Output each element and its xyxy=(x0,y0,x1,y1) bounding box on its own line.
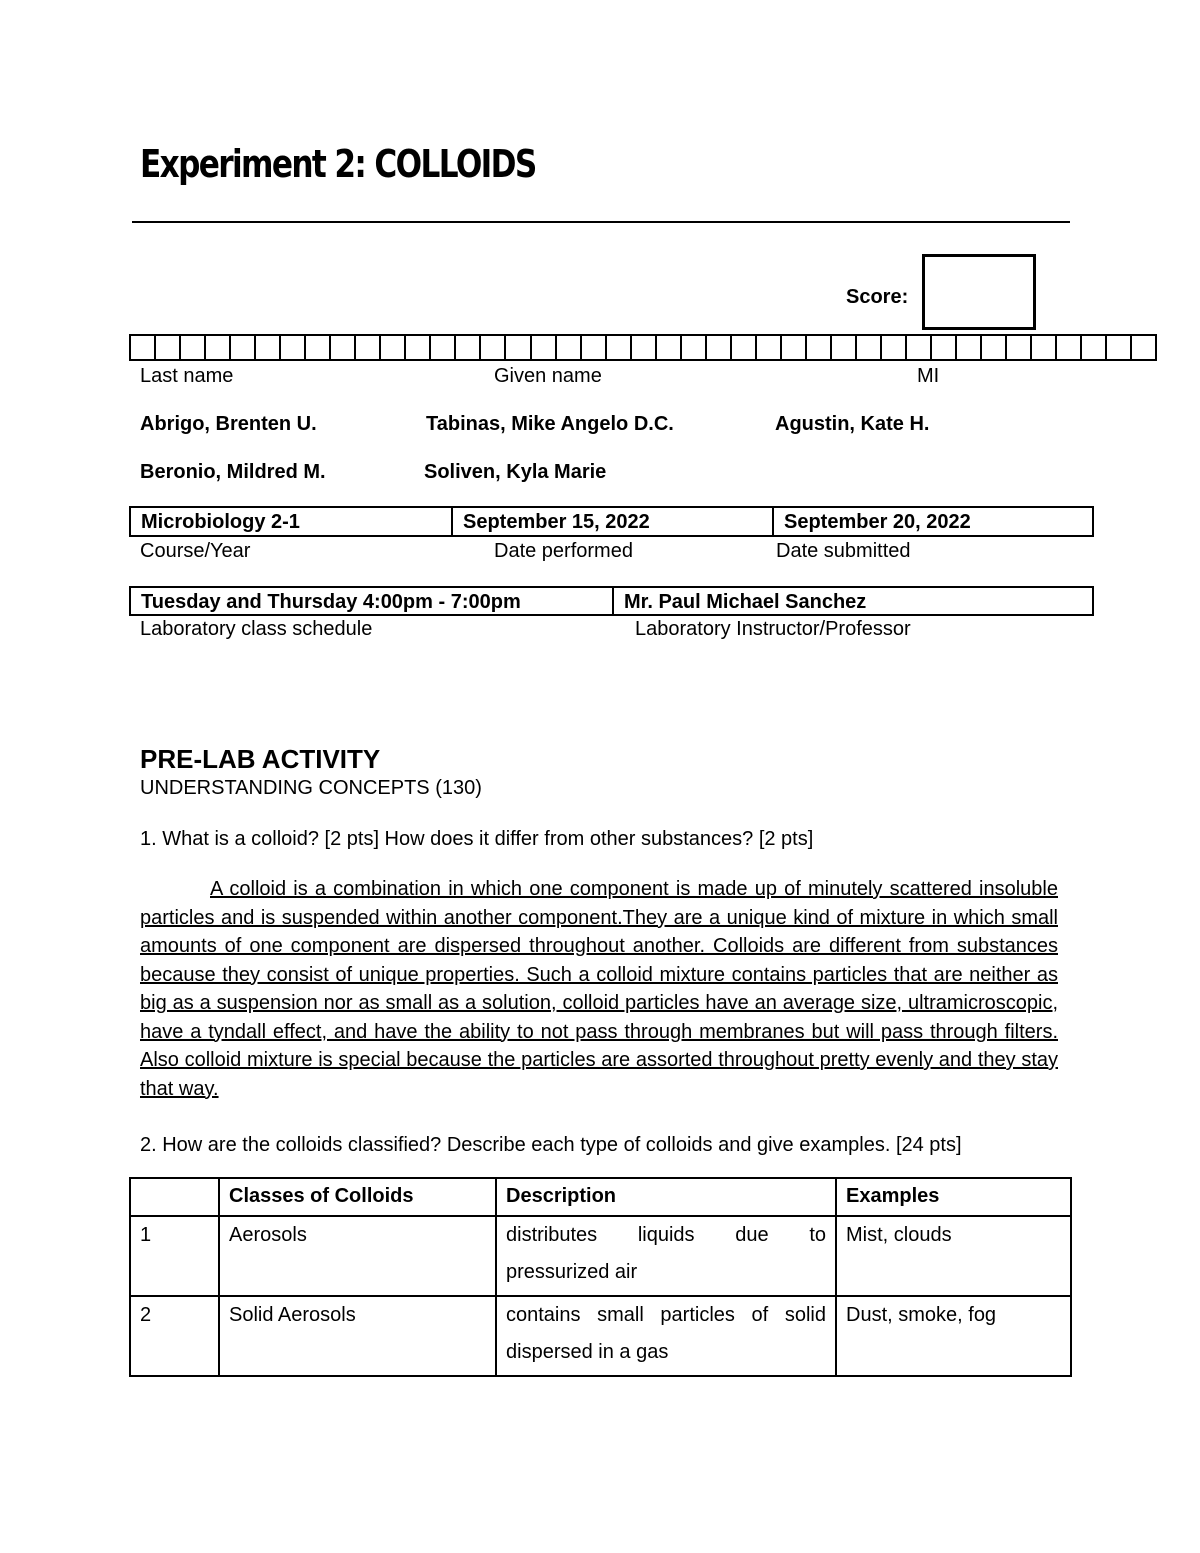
letter-box xyxy=(832,336,857,359)
letter-box xyxy=(456,336,481,359)
colloid-examples: Dust, smoke, fog xyxy=(836,1296,1071,1376)
letter-box xyxy=(431,336,456,359)
date-submitted-label: Date submitted xyxy=(776,540,911,562)
score-box xyxy=(922,254,1036,330)
colloid-description: contains small particles of solid dispersed in a gas xyxy=(496,1296,836,1376)
date-performed-value: September 15, 2022 xyxy=(453,508,774,535)
title-divider xyxy=(132,221,1070,223)
letter-box xyxy=(557,336,582,359)
letter-box xyxy=(607,336,632,359)
letter-box xyxy=(932,336,957,359)
colloid-description: distributes liquids due to pressurized air xyxy=(496,1216,836,1296)
question-2: 2. How are the colloids classified? Describe each type of colloids and give examples. [24 pts] xyxy=(140,1134,962,1156)
name-letter-boxes xyxy=(129,334,1157,361)
letter-box xyxy=(1007,336,1032,359)
date-performed-label: Date performed xyxy=(494,540,633,562)
letter-box xyxy=(356,336,381,359)
colloid-examples: Mist, clouds xyxy=(836,1216,1071,1296)
colloid-class: Solid Aerosols xyxy=(219,1296,496,1376)
letter-box xyxy=(782,336,807,359)
letter-box xyxy=(532,336,557,359)
letter-box xyxy=(732,336,757,359)
row-number: 1 xyxy=(130,1216,219,1296)
member-name: Abrigo, Brenten U. xyxy=(140,413,317,435)
answer-1: A colloid is a combination in which one component is made up of minutely scattered insoluble particles and is suspended within another component.They are a unique kind of mixture in which small amounts of one component are dispersed throughout another. Colloids are different from substances because they consist of unique properties. Such a colloid mixture contains particles that are neither as big as a suspension nor as small as a solution, colloid particles have an average size, ultramicroscopic, have a tyndall effect, and have the ability to not pass through membranes but will pass through filters. Also colloid mixture is special because the particles are assorted throughout pretty evenly and they stay that way. xyxy=(140,878,1058,1100)
letter-box xyxy=(1057,336,1082,359)
table-header-cell: Classes of Colloids xyxy=(219,1178,496,1216)
instructor-value: Mr. Paul Michael Sanchez xyxy=(624,591,867,613)
letter-box xyxy=(306,336,331,359)
mi-label: MI xyxy=(917,365,940,387)
colloid-class: Aerosols xyxy=(219,1216,496,1296)
letter-box xyxy=(256,336,281,359)
course-info-row xyxy=(129,506,1094,537)
course-year-label: Course/Year xyxy=(140,540,251,562)
letter-box xyxy=(181,336,206,359)
letter-box xyxy=(1032,336,1057,359)
letter-box xyxy=(1132,336,1155,359)
letter-box xyxy=(657,336,682,359)
question-1: 1. What is a colloid? [2 pts] How does it differ from other substances? [2 pts] xyxy=(140,828,814,850)
letter-box xyxy=(281,336,306,359)
letter-box xyxy=(206,336,231,359)
member-name: Tabinas, Mike Angelo D.C. xyxy=(426,413,674,435)
letter-box xyxy=(757,336,782,359)
letter-box xyxy=(982,336,1007,359)
letter-box xyxy=(632,336,657,359)
schedule-info-row xyxy=(129,586,1094,616)
letter-box xyxy=(481,336,506,359)
letter-box xyxy=(957,336,982,359)
letter-box xyxy=(1107,336,1132,359)
letter-box xyxy=(582,336,607,359)
member-name: Soliven, Kyla Marie xyxy=(424,461,607,483)
letter-box xyxy=(1082,336,1107,359)
table-row xyxy=(130,1216,1071,1296)
prelab-subheading: UNDERSTANDING CONCEPTS (130) xyxy=(140,777,482,799)
letter-box xyxy=(882,336,907,359)
table-header-row xyxy=(130,1178,1071,1216)
table-row xyxy=(130,1296,1071,1376)
instructor-label: Laboratory Instructor/Professor xyxy=(635,618,911,640)
letter-box xyxy=(156,336,181,359)
letter-box xyxy=(331,336,356,359)
row-number: 2 xyxy=(130,1296,219,1376)
letter-box xyxy=(907,336,932,359)
last-name-label: Last name xyxy=(140,365,234,387)
given-name-label: Given name xyxy=(494,365,602,387)
course-year-value: Microbiology 2-1 xyxy=(131,508,453,535)
letter-box xyxy=(406,336,431,359)
class-schedule-value: Tuesday and Thursday 4:00pm - 7:00pm xyxy=(131,588,614,614)
score-label: Score: xyxy=(846,286,909,308)
member-name: Agustin, Kate H. xyxy=(775,413,930,435)
letter-box xyxy=(506,336,531,359)
letter-box xyxy=(807,336,832,359)
letter-box xyxy=(231,336,256,359)
class-schedule-label: Laboratory class schedule xyxy=(140,618,373,640)
date-submitted-value: September 20, 2022 xyxy=(784,511,971,533)
letter-box xyxy=(857,336,882,359)
colloid-classes-table xyxy=(129,1177,1072,1377)
document-title: Experiment 2: COLLOIDS xyxy=(140,142,536,186)
letter-box xyxy=(682,336,707,359)
table-header-cell: Examples xyxy=(836,1178,1071,1216)
prelab-heading: PRE-LAB ACTIVITY xyxy=(140,744,381,774)
table-header-cell: Description xyxy=(496,1178,836,1216)
member-name: Beronio, Mildred M. xyxy=(140,461,326,483)
letter-box xyxy=(381,336,406,359)
letter-box xyxy=(131,336,156,359)
table-header-cell xyxy=(130,1178,219,1216)
letter-box xyxy=(707,336,732,359)
